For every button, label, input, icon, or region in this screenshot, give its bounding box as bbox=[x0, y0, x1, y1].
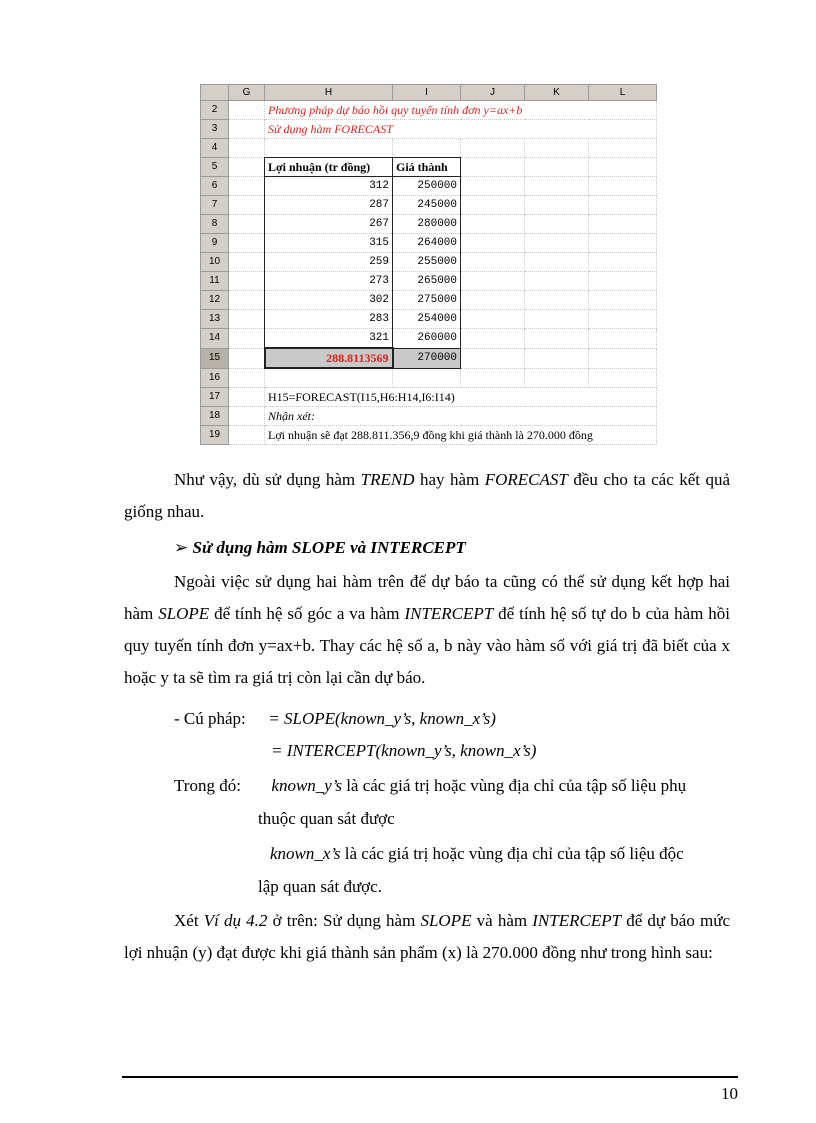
row-number: 8 bbox=[201, 215, 229, 234]
sheet-row bbox=[201, 426, 657, 445]
column-header-l: L bbox=[589, 85, 657, 101]
row-number: 4 bbox=[201, 139, 229, 158]
sheet-row bbox=[201, 388, 657, 407]
sheet-row bbox=[201, 139, 657, 158]
bullet-arrow-icon: ➢ bbox=[174, 538, 189, 557]
corner-cell bbox=[201, 85, 229, 101]
sheet-row bbox=[201, 120, 657, 139]
cost-cell: 275000 bbox=[393, 291, 461, 310]
profit-cell: 287 bbox=[265, 196, 393, 215]
paragraph-slope-intercept: Ngoài việc sử dụng hai hàm trên để dự báo ta cũng có thể sử dụng kết hợp hai hàm SLOPE để tính hệ số góc a va hàm INTERCEPT để tính hệ số tự do b của hàm hồi quy tuyến tính đơn y=ax+b. Thay các hệ số a, b này vào hàm số với giá trị đã biết của x hoặc y ta sẽ tìm ra giá trị còn lại cần dự báo. bbox=[124, 572, 730, 687]
table-row bbox=[201, 196, 657, 215]
syntax-line-1: - Cú pháp: = SLOPE(known_y’s, known_x’s) bbox=[174, 709, 496, 728]
cost-cell: 264000 bbox=[393, 234, 461, 253]
column-label-profit: Lợi nhuận (tr đồng) bbox=[265, 158, 393, 177]
cost-cell: 255000 bbox=[393, 253, 461, 272]
cost-cell: 250000 bbox=[393, 177, 461, 196]
column-label-cost: Giá thành bbox=[393, 158, 461, 177]
row-number: 10 bbox=[201, 253, 229, 272]
table-row bbox=[201, 329, 657, 349]
column-header-i: I bbox=[393, 85, 461, 101]
paragraph-example: Xét Ví dụ 4.2 ở trên: Sử dụng hàm SLOPE và hàm INTERCEPT để dự báo mức lợi nhuận (y) đạt được khi giá thành sản phẩm (x) là 270.000 đồng như trong hình sau: bbox=[124, 911, 730, 962]
spreadsheet-grid bbox=[200, 84, 657, 445]
table-row bbox=[201, 272, 657, 291]
profit-cell: 267 bbox=[265, 215, 393, 234]
row-number: 7 bbox=[201, 196, 229, 215]
profit-cell: 283 bbox=[265, 310, 393, 329]
sheet-subtitle: Sử dụng hàm FORECAST bbox=[265, 120, 657, 139]
cost-cell: 280000 bbox=[393, 215, 461, 234]
column-header-row bbox=[201, 85, 657, 101]
row-number: 6 bbox=[201, 177, 229, 196]
table-row bbox=[201, 234, 657, 253]
sheet-row bbox=[201, 158, 657, 177]
column-header-g: G bbox=[229, 85, 265, 101]
row-number: 2 bbox=[201, 101, 229, 120]
row-number: 16 bbox=[201, 368, 229, 388]
row-number: 19 bbox=[201, 426, 229, 445]
where-line-2: thuộc quan sát được bbox=[258, 809, 395, 828]
column-header-k: K bbox=[525, 85, 589, 101]
table-row-forecast bbox=[201, 348, 657, 368]
sheet-row bbox=[201, 407, 657, 426]
forecast-result-cell[interactable]: 288.8113569 bbox=[265, 348, 393, 368]
profit-cell: 321 bbox=[265, 329, 393, 349]
cost-cell: 254000 bbox=[393, 310, 461, 329]
sheet-row bbox=[201, 368, 657, 388]
row-number: 12 bbox=[201, 291, 229, 310]
profit-cell: 273 bbox=[265, 272, 393, 291]
row-number: 11 bbox=[201, 272, 229, 291]
row-number: 15 bbox=[201, 348, 229, 368]
profit-cell: 302 bbox=[265, 291, 393, 310]
remark-text: Lợi nhuận sẽ đạt 288.811.356,9 đồng khi giá thành là 270.000 đồng bbox=[265, 426, 657, 445]
where-line-3: known_x’s là các giá trị hoặc vùng địa chỉ của tập số liệu độc bbox=[270, 844, 684, 863]
spreadsheet-screenshot bbox=[200, 84, 656, 460]
table-row bbox=[201, 291, 657, 310]
row-number: 5 bbox=[201, 158, 229, 177]
table-row bbox=[201, 177, 657, 196]
sheet-row bbox=[201, 101, 657, 120]
cost-cell: 260000 bbox=[393, 329, 461, 349]
row-number: 13 bbox=[201, 310, 229, 329]
section-heading: ➢ Sử dụng hàm SLOPE và INTERCEPT bbox=[174, 538, 466, 557]
paragraph-conclusion: Như vậy, dù sử dụng hàm TREND hay hàm FORECAST đều cho ta các kết quả giống nhau. bbox=[124, 470, 731, 521]
where-line-4: lập quan sát được. bbox=[258, 877, 382, 896]
formula-note: H15=FORECAST(I15,H6:H14,I6:I14) bbox=[265, 388, 657, 407]
forecast-input-cell: 270000 bbox=[393, 348, 461, 368]
profit-cell: 259 bbox=[265, 253, 393, 272]
syntax-line-2: = INTERCEPT(known_y’s, known_x’s) bbox=[271, 741, 537, 760]
table-row bbox=[201, 310, 657, 329]
row-number: 14 bbox=[201, 329, 229, 349]
sheet-title: Phương pháp dự báo hồi quy tuyến tính đơn y=ax+b bbox=[265, 101, 657, 120]
where-line-1: Trong đó: known_y’s là các giá trị hoặc vùng địa chỉ của tập số liệu phụ bbox=[174, 776, 687, 795]
table-row bbox=[201, 215, 657, 234]
profit-cell: 312 bbox=[265, 177, 393, 196]
page-number: 10 bbox=[721, 1084, 738, 1103]
table-row bbox=[201, 253, 657, 272]
column-header-h: H bbox=[265, 85, 393, 101]
row-number: 9 bbox=[201, 234, 229, 253]
row-number: 3 bbox=[201, 120, 229, 139]
row-number: 18 bbox=[201, 407, 229, 426]
remark-label: Nhận xét: bbox=[265, 407, 657, 426]
profit-cell: 315 bbox=[265, 234, 393, 253]
cost-cell: 245000 bbox=[393, 196, 461, 215]
row-number: 17 bbox=[201, 388, 229, 407]
column-header-j: J bbox=[461, 85, 525, 101]
footer-divider bbox=[122, 1076, 738, 1078]
cost-cell: 265000 bbox=[393, 272, 461, 291]
